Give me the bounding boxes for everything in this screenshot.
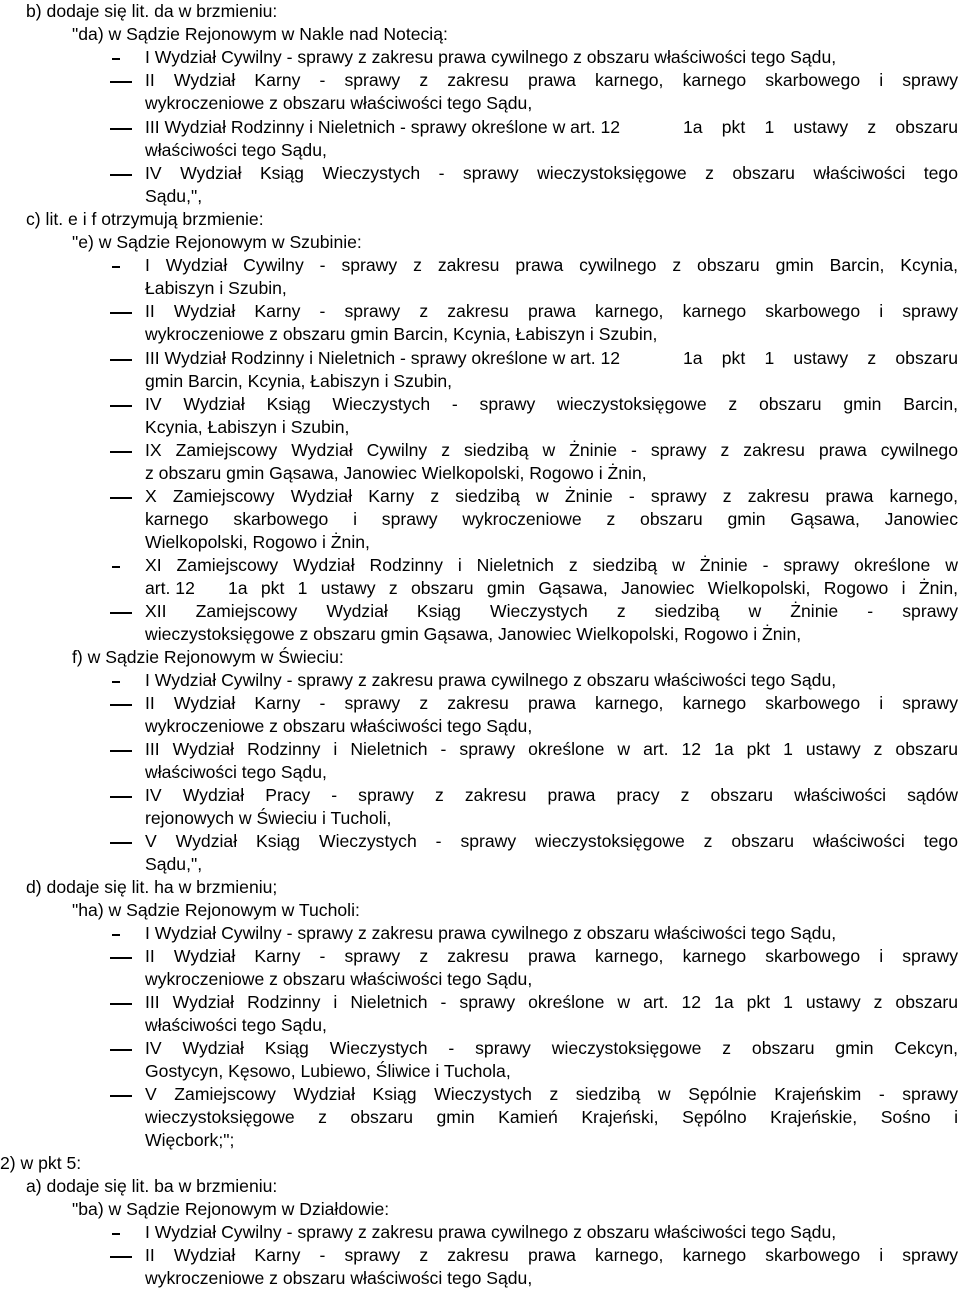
list-dash-icon xyxy=(110,174,132,176)
text-line: Wielkopolski, Rogowo i Żnin, xyxy=(145,532,370,552)
text-line: wykroczeniowe z obszaru właściwości tego Sądu, xyxy=(145,716,533,736)
list-dash-icon xyxy=(110,128,132,130)
list-dash-icon xyxy=(112,1233,120,1235)
text-line: gmin Barcin, Kcynia, Łabiszyn i Szubin, xyxy=(145,371,453,391)
text-line: I Wydział Cywilny - sprawy z zakresu prawa cywilnego z obszaru właściwości tego Sądu, xyxy=(145,923,837,943)
text-line: wykroczeniowe z obszaru gmin Barcin, Kcynia, Łabiszyn i Szubin, xyxy=(145,324,658,344)
list-dash-icon xyxy=(110,1003,132,1005)
text-line: 2) w pkt 5: xyxy=(0,1153,82,1173)
text-line: wykroczeniowe z obszaru właściwości tego Sądu, xyxy=(145,93,533,113)
list-dash-icon xyxy=(110,359,132,361)
text-line: "ha) w Sądzie Rejonowym w Tucholi: xyxy=(72,900,360,920)
text-line: d) dodaje się lit. ha w brzmieniu; xyxy=(26,877,278,897)
text-line: Sądu,", xyxy=(145,854,203,874)
text-line: art. 12 xyxy=(145,578,195,598)
text-line: rejonowych w Świeciu i Tucholi, xyxy=(145,808,392,828)
list-dash-icon xyxy=(110,842,132,844)
text-line: Więcbork;"; xyxy=(145,1130,235,1150)
text-line: z obszaru gmin Gąsawa, Janowiec Wielkopolski, Rogowo i Żnin, xyxy=(145,463,647,483)
list-dash-icon xyxy=(110,1049,132,1051)
text-line: V Wydział Ksiąg Wieczystych - sprawy wieczystoksięgowe z obszaru właściwości tego xyxy=(145,831,958,851)
text-line: wieczystoksięgowe z obszaru gmin Kamień Krajeński, Sępólno Krajeńskie, Sośno i xyxy=(145,1107,958,1127)
text-line: I Wydział Cywilny - sprawy z zakresu prawa cywilnego z obszaru właściwości tego Sądu, xyxy=(145,1222,837,1242)
list-dash-icon xyxy=(110,704,132,706)
text-line: XI Zamiejscowy Wydział Rodzinny i Nieletnich z siedzibą w Żninie - sprawy określone w xyxy=(145,555,958,575)
text-line: wykroczeniowe z obszaru właściwości tego Sądu, xyxy=(145,1268,533,1288)
text-line: XII Zamiejscowy Wydział Ksiąg Wieczystych z siedzibą w Żninie - sprawy xyxy=(145,601,958,621)
text-line: c) lit. e i f otrzymują brzmienie: xyxy=(26,209,264,229)
text-line: 1a pkt 1 ustawy z obszaru gmin Gąsawa, Janowiec Wielkopolski, Rogowo i Żnin, xyxy=(228,578,958,598)
text-line: wykroczeniowe z obszaru właściwości tego Sądu, xyxy=(145,969,533,989)
text-line: właściwości tego Sądu, xyxy=(145,140,327,160)
text-line: III Wydział Rodzinny i Nieletnich - sprawy określone w art. 12 1a pkt 1 ustawy z obszaru xyxy=(145,739,958,759)
text-line: b) dodaje się lit. da w brzmieniu: xyxy=(26,1,278,21)
list-dash-icon xyxy=(110,796,132,798)
text-line: 1a pkt 1 ustawy z obszaru xyxy=(683,117,958,137)
text-line: "da) w Sądzie Rejonowym w Nakle nad Notecią: xyxy=(72,24,448,44)
text-line: IV Wydział Pracy - sprawy z zakresu prawa pracy z obszaru właściwości sądów xyxy=(145,785,958,805)
text-line: IX Zamiejscowy Wydział Cywilny z siedzibą w Żninie - sprawy z zakresu prawa cywilnego xyxy=(145,440,958,460)
list-dash-icon xyxy=(110,1256,132,1258)
text-line: "ba) w Sądzie Rejonowym w Działdowie: xyxy=(72,1199,390,1219)
list-dash-icon xyxy=(112,566,120,568)
list-dash-icon xyxy=(112,58,120,60)
text-line: Łabiszyn i Szubin, xyxy=(145,278,287,298)
list-dash-icon xyxy=(110,1095,132,1097)
text-line: 1a pkt 1 ustawy z obszaru xyxy=(683,348,958,368)
text-line: Sądu,", xyxy=(145,186,203,206)
list-dash-icon xyxy=(110,451,132,453)
text-line: IV Wydział Ksiąg Wieczystych - sprawy wieczystoksięgowe z obszaru gmin Cekcyn, xyxy=(145,1038,958,1058)
text-line: II Wydział Karny - sprawy z zakresu prawa karnego, karnego skarbowego i sprawy xyxy=(145,70,958,90)
text-line: III Wydział Rodzinny i Nieletnich - sprawy określone w art. 12 xyxy=(145,348,621,368)
text-line: III Wydział Rodzinny i Nieletnich - sprawy określone w art. 12 xyxy=(145,117,621,137)
text-line: IV Wydział Ksiąg Wieczystych - sprawy wieczystoksięgowe z obszaru właściwości tego xyxy=(145,163,958,183)
text-line: wieczystoksięgowe z obszaru gmin Gąsawa, Janowiec Wielkopolski, Rogowo i Żnin, xyxy=(145,624,802,644)
list-dash-icon xyxy=(112,266,120,268)
text-line: II Wydział Karny - sprawy z zakresu prawa karnego, karnego skarbowego i sprawy xyxy=(145,301,958,321)
text-line: II Wydział Karny - sprawy z zakresu prawa karnego, karnego skarbowego i sprawy xyxy=(145,946,958,966)
text-line: karnego skarbowego i sprawy wykroczeniowe z obszaru gmin Gąsawa, Janowiec xyxy=(145,509,958,529)
list-dash-icon xyxy=(112,934,120,936)
text-line: I Wydział Cywilny - sprawy z zakresu prawa cywilnego z obszaru właściwości tego Sądu, xyxy=(145,670,837,690)
list-dash-icon xyxy=(110,957,132,959)
text-line: X Zamiejscowy Wydział Karny z siedzibą w Żninie - sprawy z zakresu prawa karnego, xyxy=(145,486,958,506)
list-dash-icon xyxy=(110,312,132,314)
list-dash-icon xyxy=(110,497,132,499)
text-line: I Wydział Cywilny - sprawy z zakresu prawa cywilnego z obszaru właściwości tego Sądu, xyxy=(145,47,837,67)
text-line: "e) w Sądzie Rejonowym w Szubinie: xyxy=(72,232,362,252)
text-line: IV Wydział Ksiąg Wieczystych - sprawy wieczystoksięgowe z obszaru gmin Barcin, xyxy=(145,394,958,414)
text-line: II Wydział Karny - sprawy z zakresu prawa karnego, karnego skarbowego i sprawy xyxy=(145,693,958,713)
text-line: Kcynia, Łabiszyn i Szubin, xyxy=(145,417,350,437)
list-dash-icon xyxy=(110,405,132,407)
text-line: V Zamiejscowy Wydział Ksiąg Wieczystych z siedzibą w Sępólnie Krajeńskim - sprawy xyxy=(145,1084,958,1104)
list-dash-icon xyxy=(110,612,132,614)
text-line: III Wydział Rodzinny i Nieletnich - sprawy określone w art. 12 1a pkt 1 ustawy z obszaru xyxy=(145,992,958,1012)
list-dash-icon xyxy=(112,681,120,683)
text-line: a) dodaje się lit. ba w brzmieniu: xyxy=(26,1176,278,1196)
list-dash-icon xyxy=(110,750,132,752)
text-line: właściwości tego Sądu, xyxy=(145,762,327,782)
text-line: f) w Sądzie Rejonowym w Świeciu: xyxy=(72,647,344,667)
text-line: II Wydział Karny - sprawy z zakresu prawa karnego, karnego skarbowego i sprawy xyxy=(145,1245,958,1265)
text-line: I Wydział Cywilny - sprawy z zakresu prawa cywilnego z obszaru gmin Barcin, Kcynia, xyxy=(145,255,958,275)
text-line: Gostycyn, Kęsowo, Lubiewo, Śliwice i Tuchola, xyxy=(145,1061,511,1081)
text-line: właściwości tego Sądu, xyxy=(145,1015,327,1035)
list-dash-icon xyxy=(110,81,132,83)
